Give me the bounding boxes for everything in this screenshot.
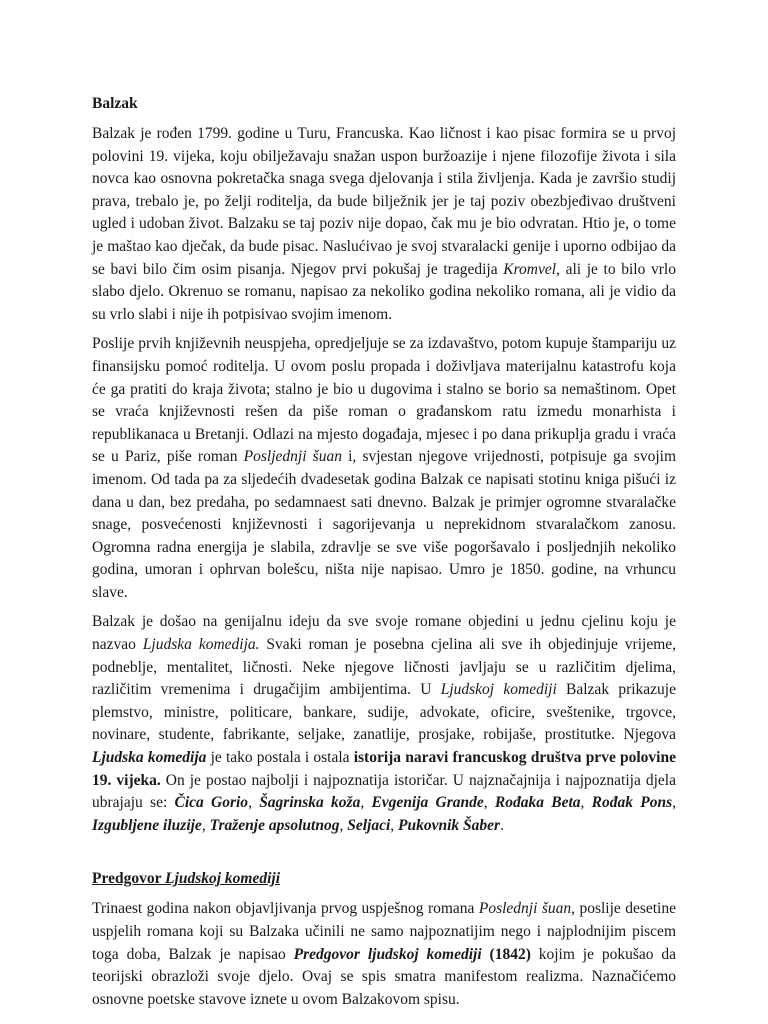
italic-run: Poslednji šuan (478, 900, 572, 918)
text-run: Balzak je rođen 1799. godine u Turu, Francuska. Kao ličnost i kao pisac formira se u prvoj polovini 19. vijeka, koju obilježavaju snažan uspon buržoazije i njene filozofije života i sila novca kao osnovna pokretačka snaga svega djelovanja i stila življenja. Kada je završio studij prava, trebalo je, po želji roditelja, da bude bilježnik jer je taj poziv obezbjeđivao društveni ugled i udoban život. Balzaku se taj poziv nije dopao, čak mu je bio odvratan. Htio je, o tome je maštao kao dječak, da bude pisac. Naslućivao je svoj stvaralacki genije i uporno odbijao da se bavi bilo čim osim pisanja. Njegov prvi pokušaj je tragedija (92, 125, 676, 278)
text-run: , (360, 794, 372, 812)
paragraph-career (92, 333, 676, 604)
text-run: . (500, 816, 504, 834)
paragraph-human-comedy (92, 611, 676, 837)
text-run: Svaki roman je posebna cjelina ali sve ih objedinjuje vrijeme, podneblje, mentalitet, ličnosti. Neke njegove ličnosti javljaju se u različitim djelima, različitim vremenima i drugačijim ambijentima. U (92, 636, 677, 699)
bold-italic-run: Traženje apsolutnog (209, 816, 340, 834)
text-run: i, svjestan njegove vrijednosti, potpisuje ga svojim imenom. Od tada pa za sljedećih dvadesetak godina Balzak ce napisati stotinu kniga pišući iz dana u dan, bez predaha, po sedamnaest sati dnevno. Balzak je primjer ogromne stvaralačke snage, posvećenosti književnosti i sagorijevanja u neprekidnom stvaralačkom zanosu. Ogromna radna energija je slabila, zdravlje se sve više pogoršavalo i posljednjih nekoliko godina, umoran i ophrvan bolešcu, ništa nije napisao. Umro je 1850. godine, na vrhuncu slave. (92, 448, 676, 601)
italic-run: Ljudska komedija. (142, 636, 260, 654)
text-run: Balzak prikazuje plemstvo, ministre, politicare, bankare, sudije, advokate, oficire, sveštenike, trgovce, novinare, studente, fabrikante, seljake, zanatlije, prosjake, robijaše, prostitutke. Njegova (92, 681, 676, 744)
bold-italic-run: Rođak Pons (591, 794, 673, 812)
italic-run: Posljednji šuan (243, 448, 342, 466)
text-run: kojim je pokušao da teorijski obrazloži svoje djelo. Ovaj se spis smatra manifestom realizma. Naznačićemo osnovne poetske stavove iznete u ovom Balzakovom spisu. (92, 945, 677, 1008)
bold-run: (1842) (489, 945, 531, 963)
bold-italic-run: Izgubljene iluzije (92, 816, 202, 834)
bold-italic-run: Ljudska komedija (92, 749, 207, 767)
bold-run: istorija naravi francuskog društva prve polovine 19. vijeka. (92, 749, 676, 789)
text-run (482, 946, 490, 963)
paragraph-biography (92, 123, 676, 326)
section-heading (92, 867, 676, 891)
text-run: , (201, 816, 210, 834)
section-heading-italic: Ljudskoj komediji (165, 870, 281, 888)
text-run: , (483, 794, 495, 812)
text-run: On je postao najbolji i najpoznatija istoričar. U najznačajnija i najpoznatija djela ubrajaju se: (92, 771, 676, 812)
bold-italic-run: Rođaka Beta (494, 794, 581, 812)
bold-italic-run: Šagrinska koža (259, 794, 361, 812)
text-run: Trinaest godina nakon objavljivanja prvog uspješnog romana (92, 900, 479, 918)
bold-italic-run: Pukovnik Šaber (398, 816, 501, 834)
section-heading-prefix: Predgovor (92, 870, 166, 888)
text-run: , (339, 816, 348, 834)
italic-run: Ljudskoj komediji (440, 681, 557, 699)
bold-italic-run: Predgovor ljudskoj komediji (293, 945, 482, 963)
text-run: , (248, 794, 260, 812)
document-heading: Balzak (92, 95, 138, 112)
text-run: , (580, 794, 592, 812)
bold-italic-run: Evgenija Grande (371, 794, 484, 812)
text-run: , ali je to bilo vrlo slabo djelo. Okrenuo se romanu, napisao za nekoliko godina nekoliko romana, ali je vidio da su vrlo slabi i nije ih potpisivao svojim imenom. (92, 260, 676, 323)
italic-run: Kromvel (503, 260, 557, 278)
text-run: Poslije prvih književnih neuspjeha, opredjeljuje se za izdavaštvo, potom kupuje štampariju uz finansijsku pomoć roditelja. U ovom poslu propada i doživljava materijalnu katastrofu koja će ga pratiti do kraja života; stalno je bio u dugovima i stalno se borio sa nemaštinom. Opet se vraća književnosti rešen da piše roman o građanskom ratu izmedu monarhista i republikanaca u Bretanji. Odlazi na mjesto događaja, mjesec i po dana prikuplja gradu i vraća se u Pariz, piše roman (92, 335, 676, 466)
bold-italic-run: Čica Gorio (174, 794, 249, 812)
text-run: , poslije desetine uspjelih romana koji su Balzaka učinili ne samo najpoznatijim nego i najplodnijim piscem toga doba, Balzak je napisao (92, 900, 676, 963)
paragraph-preface (92, 898, 676, 1011)
bold-italic-run: Seljaci (347, 816, 391, 834)
text-run: Balzak je došao na genijalnu ideju da sve svoje romane objedini u jednu cjelinu koju je nazvao (92, 613, 676, 654)
section-heading-text (92, 870, 280, 887)
text-run: , (390, 816, 399, 834)
text-run: , (672, 794, 676, 812)
text-run: je tako postala i ostala (206, 749, 354, 767)
